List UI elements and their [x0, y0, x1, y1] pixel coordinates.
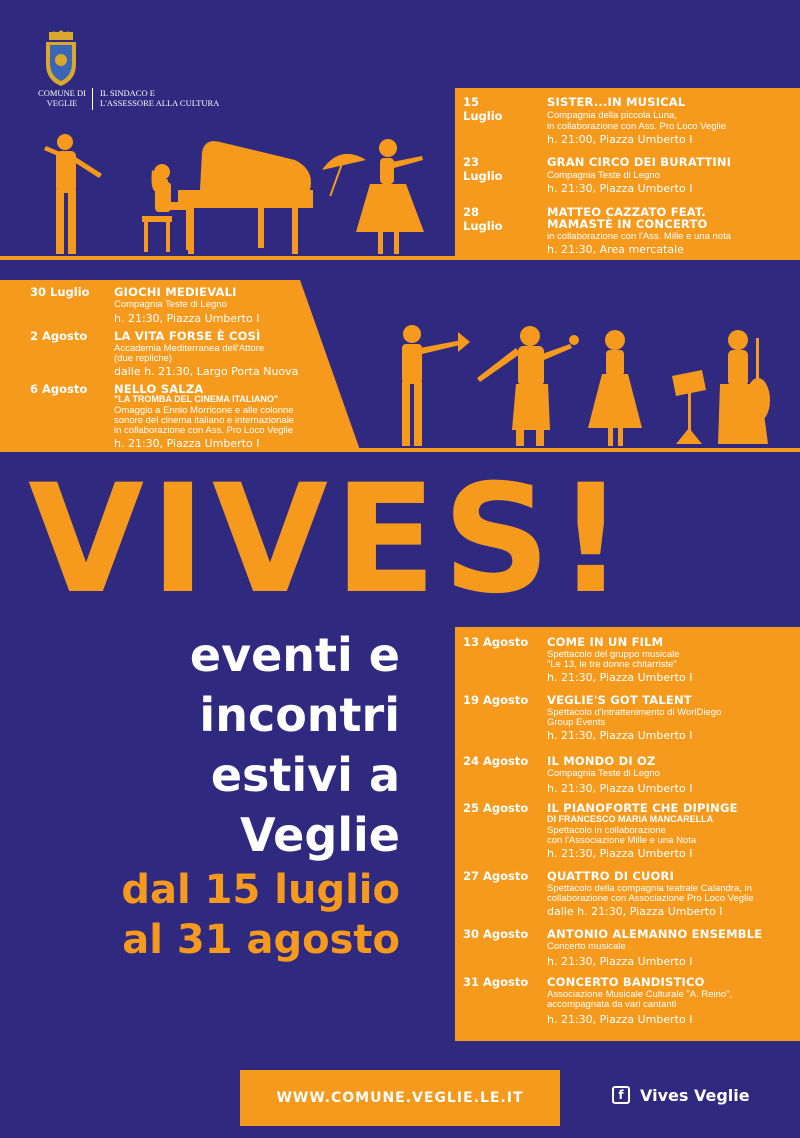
header-divider	[92, 88, 93, 110]
event-time: dalle h. 21:30, Largo Porta Nuova	[114, 365, 299, 378]
event-subtitle: "LA TROMBA DEL CINEMA ITALIANO"	[114, 394, 279, 404]
event-desc: Concerto musicale	[547, 941, 626, 952]
event-desc: Spettacolo in collaborazione	[547, 825, 666, 836]
date-range-end: al 31 agosto	[122, 917, 400, 963]
coat-of-arms-logo	[42, 30, 80, 88]
event-date: 13 Agosto	[463, 635, 529, 649]
url-banner[interactable]	[240, 1070, 560, 1126]
event-title: ANTONIO ALEMANNO ENSEMBLE	[547, 927, 763, 941]
event-time: h. 21:00, Piazza Umberto I	[547, 133, 693, 146]
event-date: 31 Agosto	[463, 975, 529, 989]
singer-woman-silhouette	[588, 330, 642, 446]
performers-silhouette-2	[380, 318, 780, 450]
date-range-start: dal 15 luglio	[121, 867, 400, 913]
event-desc: Group Events	[547, 717, 606, 728]
event-date: 23 Luglio	[463, 155, 503, 183]
event-title: SISTER...IN MUSICAL	[547, 95, 686, 109]
event-title: COME IN UN FILM	[547, 635, 664, 649]
event-time: h. 21:30, Area mercatale	[547, 243, 684, 256]
event-desc: Compagnia Teste di Legno	[114, 299, 227, 310]
event-date: 2 Agosto	[30, 329, 88, 343]
event-date: 15 Luglio	[463, 95, 503, 123]
municipality-label	[30, 88, 94, 108]
event-desc: Spettacolo del gruppo musicale	[547, 649, 680, 660]
event-desc: Associazione Musicale Culturale "A. Reino",	[547, 989, 733, 1000]
tagline-line: eventi e	[189, 628, 400, 682]
event-title: CONCERTO BANDISTICO	[547, 975, 705, 989]
event-desc: "Le 13, le tre donne chitarriste"	[547, 659, 677, 670]
event-desc: collaborazione con Associazione Pro Loco Veglie	[547, 893, 754, 904]
tagline-line: Veglie	[240, 808, 400, 862]
performers-silhouette-1	[30, 130, 450, 258]
event-desc: in collaborazione con l'Ass. Mille e una nota	[547, 231, 732, 242]
event-title: GIOCHI MEDIEVALI	[114, 285, 237, 299]
tagline-line: estivi a	[210, 748, 400, 802]
event-title: NELLO SALZA	[114, 382, 204, 396]
event-time: dalle h. 21:30, Piazza Umberto I	[547, 905, 723, 918]
event-date: 30 Agosto	[463, 927, 529, 941]
event-time: h. 21:30, Piazza Umberto I	[547, 729, 693, 742]
event-time: h. 21:30, Piazza Umberto I	[114, 312, 260, 325]
event-desc: (due repliche)	[114, 353, 173, 364]
music-stand-silhouette	[672, 370, 706, 444]
event-desc: in collaborazione con Ass. Pro Loco Veglie	[114, 425, 294, 436]
event-desc: accompagnata da vari cantanti	[547, 999, 677, 1010]
tagline-line: incontri	[199, 688, 400, 742]
event-time: h. 21:30, Piazza Umberto I	[547, 1013, 693, 1026]
event-time: h. 21:30, Piazza Umberto I	[547, 671, 693, 684]
main-title: VIVES!	[28, 453, 631, 627]
trumpeter-silhouette	[402, 325, 470, 446]
event-desc: Spettacolo d'intrattenimento di WorlDiego	[547, 707, 722, 718]
event-time: h. 21:30, Piazza Umberto I	[547, 182, 693, 195]
pianist-silhouette	[142, 141, 313, 254]
event-title: VEGLIE'S GOT TALENT	[547, 693, 692, 707]
singer-silhouette	[44, 134, 102, 254]
facebook-icon[interactable]: f	[612, 1086, 630, 1104]
facebook-page-label[interactable]: Vives Veglie	[640, 1086, 750, 1105]
event-desc: Compagnia della piccola Luna,	[547, 110, 677, 121]
event-desc: Accademia Mediterranea dell'Attore	[114, 343, 265, 354]
event-desc: Spettacolo della compagnia teatrale Calandra, in	[547, 883, 752, 894]
website-link[interactable]: WWW.COMUNE.VEGLIE.LE.IT	[276, 1090, 524, 1106]
event-subtitle: DI FRANCESCO MARIA MANCARELLA	[547, 814, 714, 824]
event-date: 30 Luglio	[30, 285, 90, 299]
event-date: 6 Agosto	[30, 382, 88, 396]
clown-silhouette	[477, 326, 579, 446]
tagline	[100, 625, 400, 965]
municipality-line2: VEGLIE	[46, 98, 78, 108]
event-title: IL PIANOFORTE CHE DIPINGE	[547, 801, 738, 815]
event-desc: con l'Associazione Mille e una Nota	[547, 835, 697, 846]
event-title-line2: MAMASTÈ IN CONCERTO	[547, 217, 708, 231]
event-desc: Compagnia Teste di Legno	[547, 170, 660, 181]
umbrella-dancer-silhouette	[322, 139, 424, 254]
cellist-silhouette	[718, 330, 770, 444]
authority-line2: L'ASSESSORE ALLA CULTURA	[100, 98, 220, 108]
event-desc: in collaborazione con Ass. Pro Loco Veglie	[547, 121, 727, 132]
event-title: IL MONDO DI OZ	[547, 754, 656, 768]
event-date: 24 Agosto	[463, 754, 529, 768]
authority-label	[100, 88, 250, 108]
event-time: h. 21:30, Piazza Umberto I	[547, 955, 693, 968]
municipality-line1: COMUNE DI	[38, 88, 86, 98]
event-title: GRAN CIRCO DEI BURATTINI	[547, 155, 732, 169]
event-date: 19 Agosto	[463, 693, 529, 707]
event-title: MATTEO CAZZATO FEAT.	[547, 205, 706, 219]
event-date: 28 Luglio	[463, 205, 503, 233]
event-date: 25 Agosto	[463, 801, 529, 815]
event-desc: sonore del cinema italiano e internazionale	[114, 415, 295, 426]
event-time: h. 21:30, Piazza Umberto I	[547, 847, 693, 860]
event-date: 27 Agosto	[463, 869, 529, 883]
event-title: QUATTRO DI CUORI	[547, 869, 675, 883]
event-time: h. 21:30, Piazza Umberto I	[114, 437, 260, 450]
event-title: LA VITA FORSE È COSÌ	[114, 329, 261, 343]
event-time: h. 21:30, Piazza Umberto I	[547, 782, 693, 795]
event-desc: Omaggio a Ennio Morricone e alle colonne	[114, 405, 294, 416]
authority-line1: IL SINDACO E	[100, 88, 155, 98]
event-desc: Compagnia Teste di Legno	[547, 768, 660, 779]
